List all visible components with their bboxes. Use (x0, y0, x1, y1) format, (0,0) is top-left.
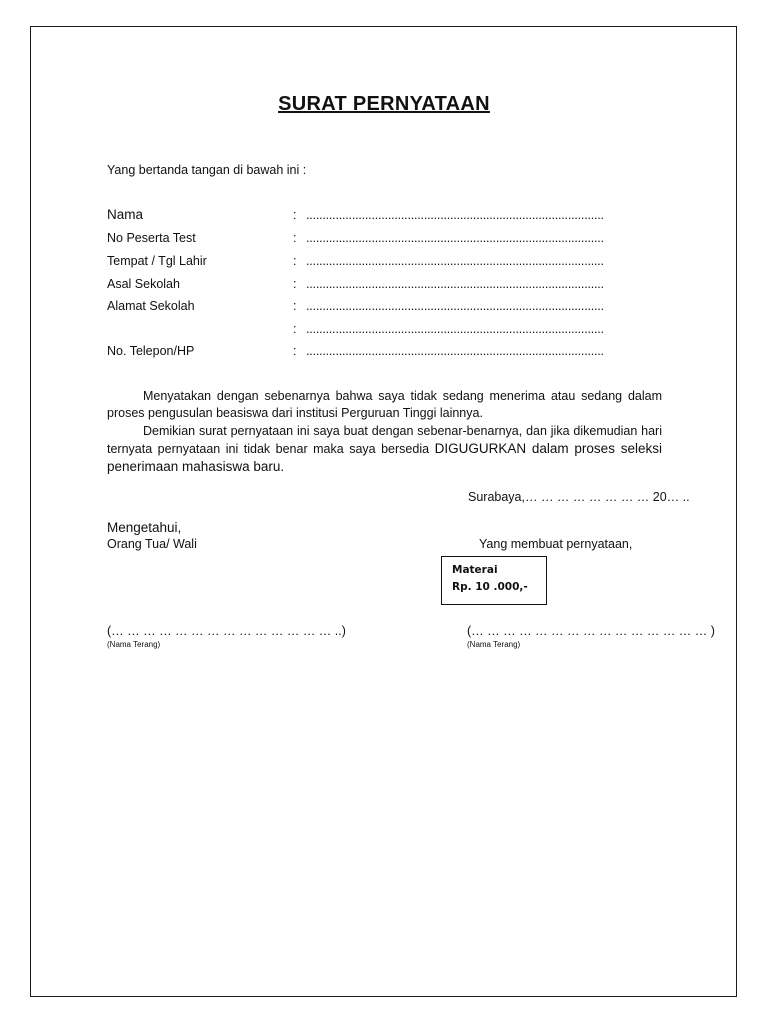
form-field-colon: : (293, 231, 297, 245)
declarant-signature-line: (… … … … … … … … … … … … … … … ) (467, 624, 715, 638)
place-date-line: Surabaya,… … … … … … … … 20… .. (468, 490, 690, 504)
stamp-duty-amount: Rp. 10 .000,- (452, 581, 528, 593)
form-field-blank[interactable]: ........................................................................................... (306, 299, 604, 313)
form-field-colon: : (293, 277, 297, 291)
acknowledged-heading: Mengetahui, (107, 520, 182, 535)
form-row (107, 344, 627, 362)
form-row (107, 277, 627, 295)
form-row (107, 208, 627, 226)
closing-text-emphasis: DIGUGURKAN dalam proses seleksi penerimaan mahasiswa baru. (107, 441, 662, 474)
form-field-blank[interactable]: ........................................................................................... (306, 277, 604, 291)
form-row (107, 299, 627, 317)
form-field-label: Asal Sekolah (107, 277, 180, 291)
intro-text: Yang bertanda tangan di bawah ini : (107, 163, 307, 177)
form-field-blank[interactable]: ........................................................................................... (306, 322, 604, 336)
form-field-blank[interactable]: ........................................................................................... (306, 231, 604, 245)
parent-name-caption: (Nama Terang) (107, 640, 161, 649)
form-field-blank[interactable]: ........................................................................................... (306, 344, 604, 358)
declarant-name-caption: (Nama Terang) (467, 640, 521, 649)
form-field-label: No. Telepon/HP (107, 344, 195, 358)
form-field-blank[interactable]: ........................................................................................... (306, 254, 604, 268)
stamp-duty-label: Materai (452, 564, 498, 576)
parent-signature-line: (… … … … … … … … … … … … … … ..) (107, 624, 346, 638)
form-field-colon: : (293, 344, 297, 358)
stamp-duty-box (441, 556, 547, 605)
form-field-label: No Peserta Test (107, 231, 196, 245)
closing-text: Demikian surat pernyataan ini saya buat dengan sebenar-benarnya, dan jika dikemudian hari ternyata pernyataan ini tidak benar maka saya bersedia (107, 424, 662, 456)
form-field-colon: : (293, 299, 297, 313)
closing-paragraph (107, 423, 662, 476)
form-row (107, 254, 627, 272)
statement-text: Menyatakan dengan sebenarnya bahwa saya tidak sedang menerima atau sedang dalam proses pengusulan beasiswa dari institusi Perguruan Tinggi lainnya. (107, 389, 662, 420)
form-field-label: Alamat Sekolah (107, 299, 195, 313)
form-field-blank[interactable]: ........................................................................................... (306, 208, 604, 222)
form-field-colon: : (293, 254, 297, 268)
form-field-label: Tempat / Tgl Lahir (107, 254, 207, 268)
form-field-colon: : (293, 208, 297, 222)
form-field-label: Nama (107, 207, 144, 222)
declarant-label: Yang membuat pernyataan, (479, 537, 633, 551)
form-field-colon: : (293, 322, 297, 336)
form-row (107, 231, 627, 249)
parent-guardian-label: Orang Tua/ Wali (107, 537, 197, 551)
form-row (107, 322, 627, 340)
statement-paragraph (107, 388, 662, 422)
document-title: SURAT PERNYATAAN (278, 93, 490, 115)
